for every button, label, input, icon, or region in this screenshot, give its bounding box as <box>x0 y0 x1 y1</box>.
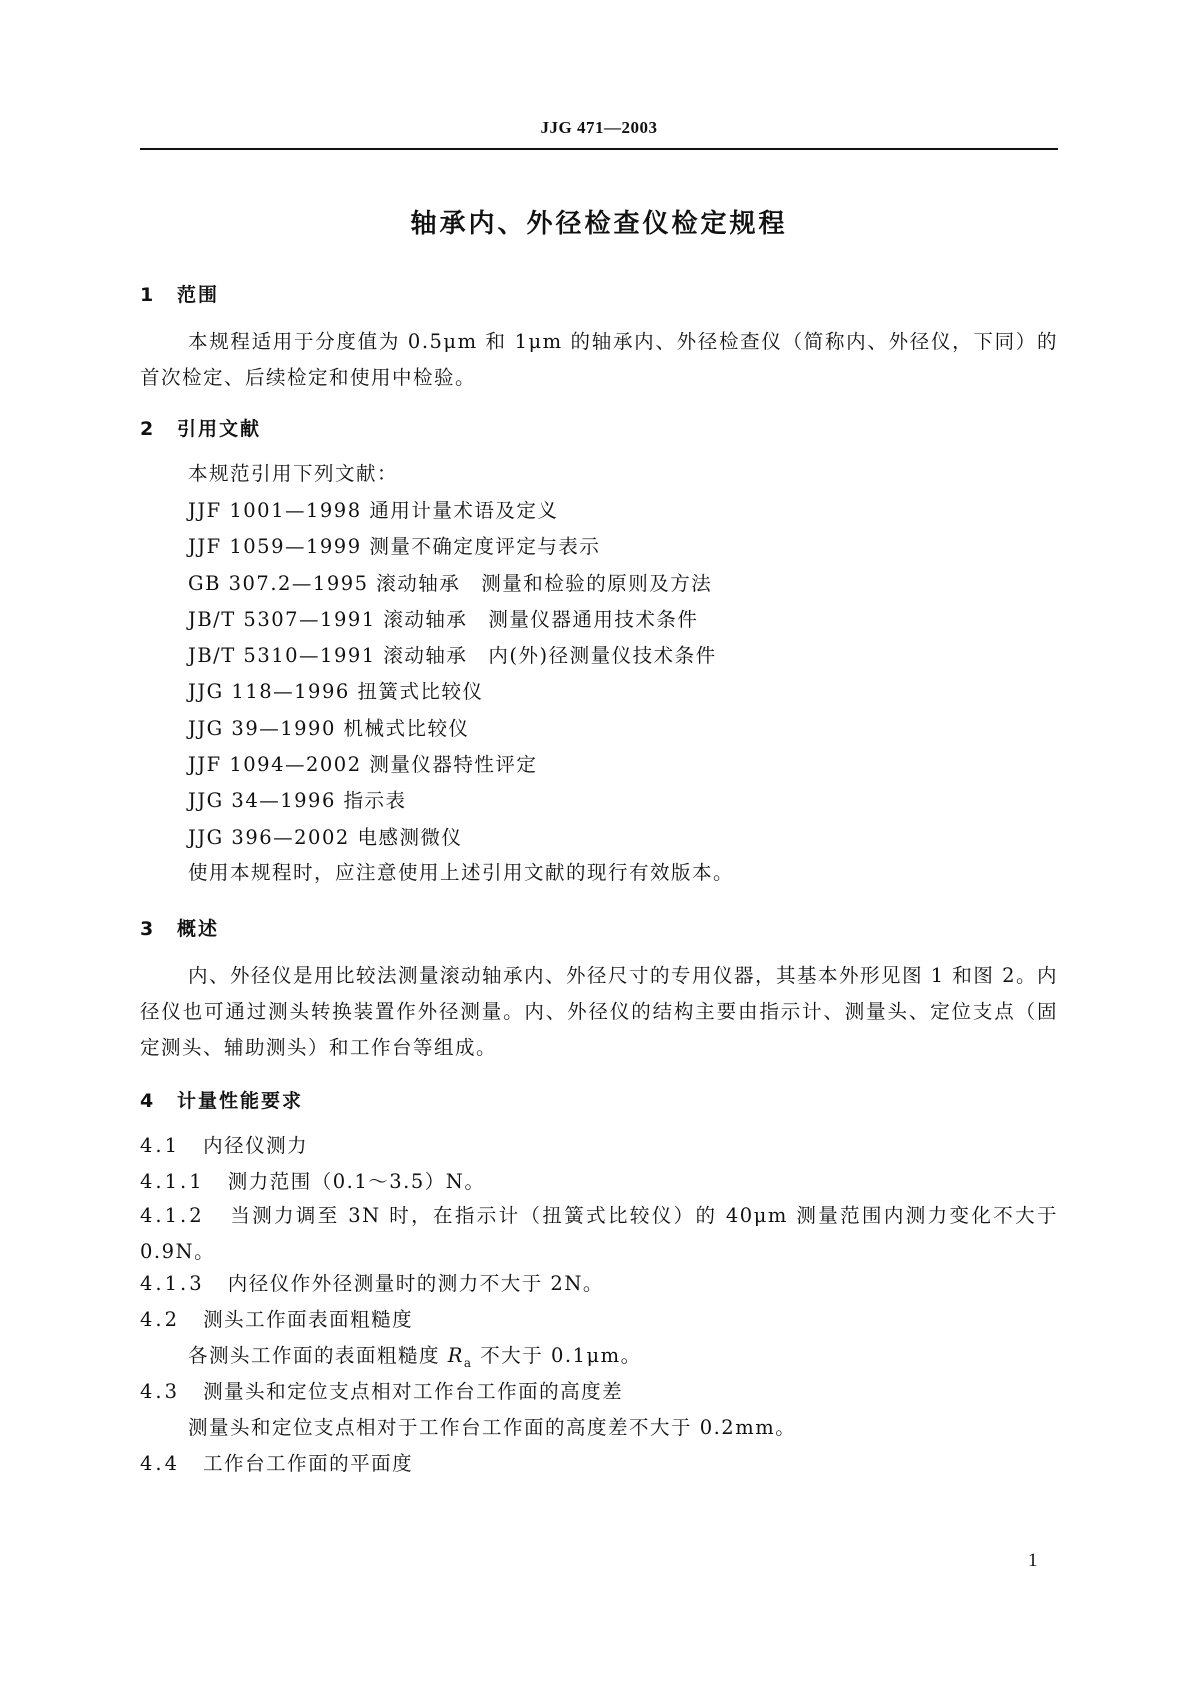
clause-text: 当测力调至 3N 时，在指示计（扭簧式比较仪）的 40μm 测量范围内测力变化不大于 0.9N。 <box>140 1204 1058 1263</box>
reference-item: JJF 1001—1998 通用计量术语及定义 <box>188 499 559 522</box>
reference-item: GB 307.2—1995 滚动轴承 测量和检验的原则及方法 <box>188 571 713 595</box>
clause-4-2 <box>140 1304 413 1332</box>
roughness-subscript: a <box>463 1355 473 1370</box>
clause-text: 测量头和定位支点相对工作台工作面的高度差 <box>203 1380 624 1403</box>
page-number: 1 <box>1028 1550 1038 1571</box>
reference-item: JB/T 5310—1991 滚动轴承 内(外)径测量仪技术条件 <box>188 644 717 668</box>
clause-number: 4.2 <box>140 1308 181 1331</box>
reference-item: JJG 39—1990 机械式比较仪 <box>188 716 470 740</box>
section-title: 概述 <box>177 918 220 940</box>
section-number: 2 <box>140 418 156 440</box>
clause-text: 内径仪测力 <box>203 1134 309 1157</box>
section-3-heading <box>140 914 219 941</box>
clause-text: 内径仪作外径测量时的测力不大于 2N。 <box>227 1272 604 1295</box>
section-4-heading <box>140 1086 303 1113</box>
clause-4-2-body <box>188 1340 642 1370</box>
clause-4-4 <box>140 1448 413 1476</box>
references-intro: 本规范引用下列文献： <box>188 462 399 485</box>
section-1-paragraph: 本规程适用于分度值为 0.5μm 和 1μm 的轴承内、外径检查仪（简称内、外径仪，下同）的首次检定、后续检定和使用中检验。 <box>140 330 1058 389</box>
clause-text: 测头工作面表面粗糙度 <box>203 1308 414 1331</box>
references-closing: 使用本规程时，应注意使用上述引用文献的现行有效版本。 <box>188 861 735 884</box>
section-number: 4 <box>140 1090 156 1112</box>
reference-item: JB/T 5307—1991 滚动轴承 测量仪器通用技术条件 <box>188 607 699 631</box>
clause-number: 4.4 <box>140 1452 181 1475</box>
reference-item: JJG 396—2002 电感测微仪 <box>188 825 463 849</box>
document-title: 轴承内、外径检查仪检定规程 <box>410 209 788 239</box>
section-title: 范围 <box>177 284 220 306</box>
clause-4-1-1 <box>140 1166 485 1194</box>
section-1-heading <box>140 280 219 307</box>
section-2-heading <box>140 414 261 441</box>
reference-list <box>188 493 717 856</box>
reference-item: JJF 1094—2002 测量仪器特性评定 <box>188 753 538 777</box>
section-3-paragraph: 内、外径仪是用比较法测量滚动轴承内、外径尺寸的专用仪器，其基本外形见图 1 和图 2。内径仪也可通过测头转换装置作外径测量。内、外径仪的结构主要由指示计、测量头、定位支点（固定测头、辅助测头）和工作台等组成。 <box>140 964 1058 1059</box>
clause-number: 4.3 <box>140 1380 181 1403</box>
clause-body-text: 不大于 0.1μm。 <box>472 1344 642 1367</box>
clause-4-1-2 <box>140 1198 1058 1270</box>
section-title: 计量性能要求 <box>177 1090 304 1112</box>
clause-4-1-3 <box>140 1268 604 1296</box>
clause-4-1 <box>140 1130 308 1158</box>
clause-4-3-body: 测量头和定位支点相对于工作台工作面的高度差不大于 0.2mm。 <box>188 1416 797 1439</box>
clause-text: 测力范围（0.1～3.5）N。 <box>227 1170 486 1193</box>
clause-number: 4.1.3 <box>140 1272 205 1295</box>
section-number: 3 <box>140 918 156 940</box>
reference-item: JJG 34—1996 指示表 <box>188 789 407 813</box>
roughness-symbol: R <box>447 1344 464 1367</box>
reference-item: JJF 1059—1999 测量不确定度评定与表示 <box>188 535 601 559</box>
clause-body-text: 各测头工作面的表面粗糙度 <box>188 1344 448 1367</box>
running-header: JJG 471—2003 <box>540 118 658 137</box>
clause-number: 4.1 <box>140 1134 181 1157</box>
section-title: 引用文献 <box>177 418 262 440</box>
clause-number: 4.1.1 <box>140 1170 205 1193</box>
header-rule <box>140 148 1058 150</box>
clause-number: 4.1.2 <box>140 1204 205 1227</box>
section-number: 1 <box>140 284 156 306</box>
clause-text: 工作台工作面的平面度 <box>203 1452 414 1475</box>
clause-4-3 <box>140 1376 623 1404</box>
reference-item: JJG 118—1996 扭簧式比较仪 <box>188 680 484 704</box>
